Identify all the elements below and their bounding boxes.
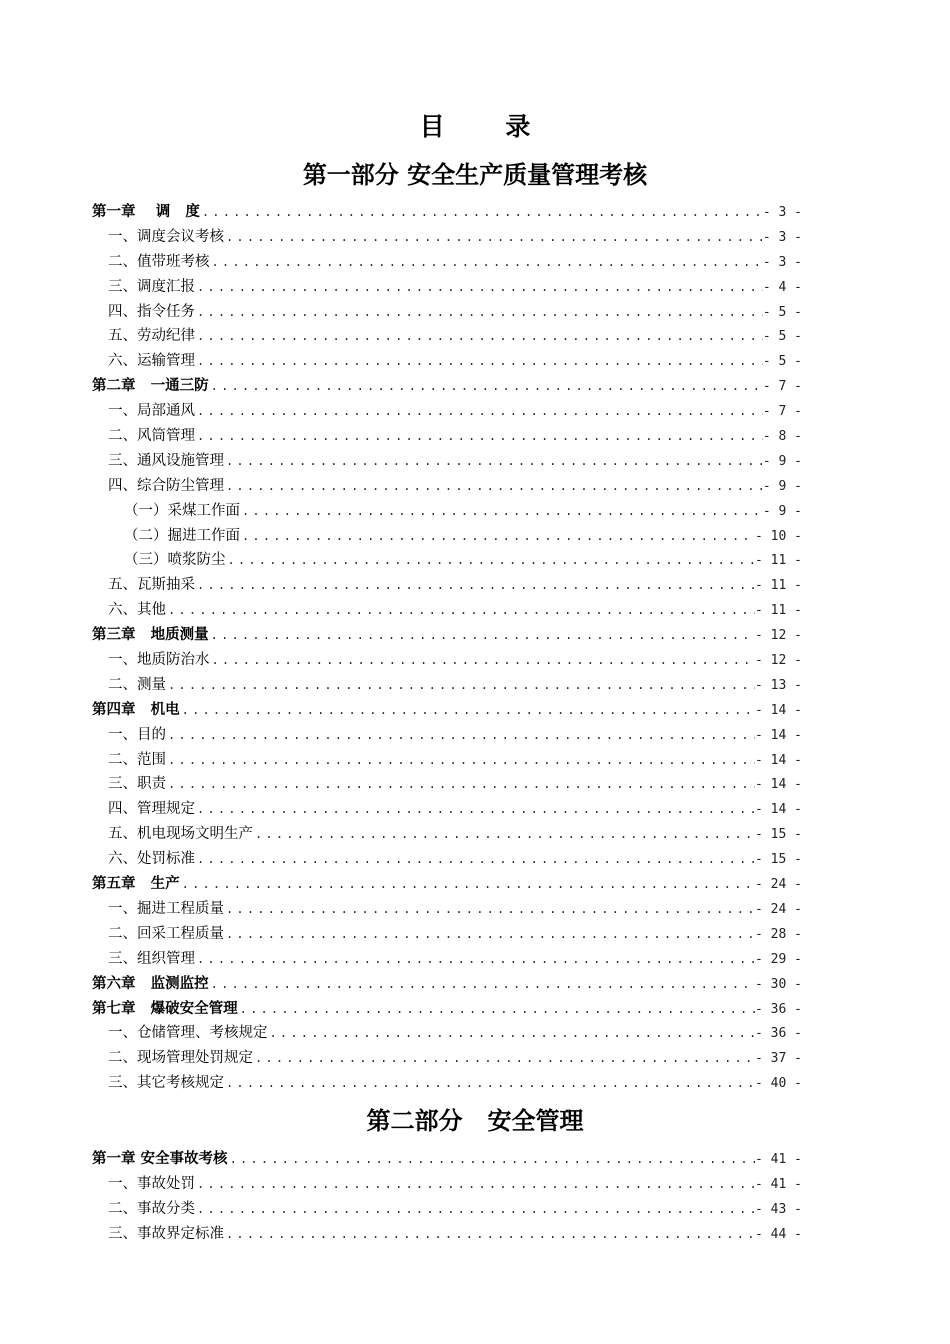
toc-section-entry[interactable] <box>92 822 802 847</box>
toc-section-entry[interactable] <box>92 449 802 474</box>
toc-entry-label: （一）采煤工作面 <box>124 502 240 519</box>
toc-entry-label: 五、瓦斯抽采 <box>108 577 195 594</box>
toc-entry-label: 一、仓储管理、考核规定 <box>108 1025 268 1042</box>
toc-dot-leader <box>238 997 755 1022</box>
toc-page-number: - 3 - <box>762 229 802 245</box>
toc-entry-label: 二、测量 <box>108 676 166 693</box>
toc-dot-leader <box>240 499 763 524</box>
toc-chapter-entry[interactable] <box>92 374 802 399</box>
toc-subsection-entry[interactable] <box>92 499 802 524</box>
toc-page-number: - 5 - <box>762 354 802 370</box>
toc-chapter-entry[interactable] <box>92 698 802 723</box>
toc-dot-leader <box>240 524 755 549</box>
toc-page-number: - 24 - <box>755 901 802 917</box>
toc-entry-label: 一、地质防治水 <box>108 652 210 669</box>
toc-subsection-entry[interactable] <box>92 524 802 549</box>
toc-page-number: - 15 - <box>755 852 802 868</box>
toc-entry-label: 五、机电现场文明生产 <box>108 826 253 843</box>
toc-dot-leader <box>210 250 763 275</box>
toc-section-entry[interactable] <box>92 847 802 872</box>
toc-page-number: - 11 - <box>755 553 802 569</box>
toc-dot-leader <box>200 200 763 225</box>
toc-section-entry[interactable] <box>92 300 802 325</box>
toc-entry-label: 三、其它考核规定 <box>108 1075 224 1092</box>
toc-section-entry[interactable] <box>92 922 802 947</box>
toc-entry-label: 四、管理规定 <box>108 801 195 818</box>
toc-dot-leader <box>226 548 756 573</box>
toc-entry-label: 三、事故界定标准 <box>108 1225 224 1242</box>
toc-dot-leader <box>195 324 763 349</box>
toc-page-number: - 14 - <box>755 752 802 768</box>
toc-page-number: - 41 - <box>755 1152 802 1167</box>
toc-section-entry[interactable] <box>92 648 802 673</box>
toc-dot-leader <box>253 822 755 847</box>
toc-page-number: - 24 - <box>755 877 802 893</box>
toc-dot-leader <box>224 922 755 947</box>
toc-page-number: - 4 - <box>762 279 802 295</box>
toc-section-entry[interactable] <box>92 573 802 598</box>
toc-entry-label: 第一章 调 度 <box>92 203 200 220</box>
toc-page-number: - 7 - <box>762 379 802 395</box>
toc-page-number: - 28 - <box>755 926 802 942</box>
toc-page-number: - 12 - <box>755 628 802 644</box>
toc-page-number: - 7 - <box>762 404 802 420</box>
toc-entry-label: 五、劳动纪律 <box>108 328 195 345</box>
toc-dot-leader <box>195 399 763 424</box>
toc-dot-leader <box>268 1021 756 1046</box>
toc-entry-label: 第一章 安全事故考核 <box>92 1150 228 1167</box>
toc-entry-label: 四、指令任务 <box>108 303 195 320</box>
toc-entry-label: 一、局部通风 <box>108 403 195 420</box>
toc-entry-label: 三、调度汇报 <box>108 278 195 295</box>
toc-dot-leader <box>195 424 763 449</box>
toc-page-number: - 5 - <box>762 329 802 345</box>
toc-dot-leader <box>224 449 763 474</box>
toc-chapter-entry[interactable] <box>92 997 802 1022</box>
toc-dot-leader <box>166 772 755 797</box>
toc-chapter-entry[interactable] <box>92 872 802 897</box>
toc-page-number: - 15 - <box>755 827 802 843</box>
toc-dot-leader <box>180 698 755 723</box>
toc-page-number: - 40 - <box>755 1076 802 1092</box>
toc-page-number: - 13 - <box>755 677 802 693</box>
toc-section-entry[interactable] <box>92 324 802 349</box>
toc-section-entry[interactable] <box>92 897 802 922</box>
toc-entry-label: （二）掘进工作面 <box>124 527 240 544</box>
toc-dot-leader <box>210 648 756 673</box>
toc-page-number: - 30 - <box>755 976 802 992</box>
toc-section-entry[interactable] <box>92 1222 802 1247</box>
toc-dot-leader <box>195 300 763 325</box>
toc-entry-label: （三）喷浆防尘 <box>124 552 226 569</box>
toc-dot-leader <box>166 598 755 623</box>
toc-dot-leader <box>195 1172 755 1197</box>
toc-entry-label: 一、事故处罚 <box>108 1175 195 1192</box>
toc-entry-label: 二、范围 <box>108 751 166 768</box>
toc-entry-label: 第五章 生产 <box>92 875 180 893</box>
toc-page-number: - 9 - <box>762 478 802 494</box>
toc-page-number: - 14 - <box>755 727 802 743</box>
toc-dot-leader <box>166 673 755 698</box>
toc-subsection-entry[interactable] <box>92 548 802 573</box>
toc-section-entry[interactable] <box>92 1046 802 1071</box>
toc-entry-label: 二、现场管理处罚规定 <box>108 1050 253 1067</box>
toc-page-number: - 9 - <box>762 503 802 519</box>
toc-entry-label: 二、值带班考核 <box>108 253 210 270</box>
toc-dot-leader <box>224 897 755 922</box>
toc-part-1-list <box>92 200 802 1096</box>
toc-part-2-list <box>92 1147 802 1247</box>
toc-dot-leader <box>209 374 763 399</box>
toc-chapter-entry[interactable] <box>92 972 802 997</box>
toc-page-number: - 11 - <box>755 578 802 594</box>
toc-chapter-entry[interactable] <box>92 200 802 225</box>
toc-entry-label: 第七章 爆破安全管理 <box>92 999 238 1017</box>
toc-dot-leader <box>209 972 755 997</box>
toc-dot-leader <box>166 748 755 773</box>
toc-dot-leader <box>228 1147 755 1172</box>
toc-section-entry[interactable] <box>92 947 802 972</box>
toc-section-entry[interactable] <box>92 1021 802 1046</box>
toc-entry-label: 二、回采工程质量 <box>108 925 224 942</box>
toc-entry-label: 二、风筒管理 <box>108 428 195 445</box>
toc-page-number: - 3 - <box>762 254 802 270</box>
toc-section-entry[interactable] <box>92 1172 802 1197</box>
toc-section-entry[interactable] <box>92 772 802 797</box>
toc-page-number: - 10 - <box>755 528 802 544</box>
toc-page-number: - 12 - <box>755 653 802 669</box>
toc-section-entry[interactable] <box>92 275 802 300</box>
part-1-title: 第一部分 安全生产质量管理考核 <box>302 160 648 189</box>
toc-entry-label: 六、其他 <box>108 602 166 619</box>
toc-dot-leader <box>195 947 755 972</box>
toc-entry-label: 第三章 地质测量 <box>92 626 209 644</box>
toc-section-entry[interactable] <box>92 797 802 822</box>
toc-entry-label: 三、职责 <box>108 776 166 793</box>
toc-section-entry[interactable] <box>92 399 802 424</box>
toc-section-entry[interactable] <box>92 225 802 250</box>
toc-dot-leader <box>195 275 763 300</box>
toc-page-number: - 11 - <box>755 603 802 619</box>
toc-page-number: - 8 - <box>762 429 802 445</box>
toc-page-number: - 14 - <box>755 702 802 718</box>
toc-page-number: - 41 - <box>755 1176 802 1192</box>
toc-section-entry[interactable] <box>92 474 802 499</box>
toc-page-number: - 29 - <box>755 951 802 967</box>
toc-dot-leader <box>195 1197 755 1222</box>
toc-page-number: - 44 - <box>755 1226 802 1242</box>
toc-page-number: - 5 - <box>762 304 802 320</box>
toc-page-number: - 9 - <box>762 453 802 469</box>
toc-page-number: - 14 - <box>755 802 802 818</box>
toc-dot-leader <box>224 1222 755 1247</box>
toc-entry-label: 六、处罚标准 <box>108 851 195 868</box>
toc-dot-leader <box>195 573 755 598</box>
toc-dot-leader <box>253 1046 755 1071</box>
toc-section-entry[interactable] <box>92 748 802 773</box>
toc-title: 目 录 <box>419 112 557 141</box>
toc-dot-leader <box>224 474 763 499</box>
toc-entry-label: 三、通风设施管理 <box>108 452 224 469</box>
toc-dot-leader <box>209 623 755 648</box>
toc-page-number: - 3 - <box>762 205 802 220</box>
toc-dot-leader <box>224 1071 755 1096</box>
toc-section-entry[interactable] <box>92 250 802 275</box>
toc-entry-label: 第六章 监测监控 <box>92 974 209 992</box>
toc-section-entry[interactable] <box>92 424 802 449</box>
toc-entry-label: 三、组织管理 <box>108 950 195 967</box>
part-2-title: 第二部分 安全管理 <box>366 1106 584 1135</box>
toc-dot-leader <box>195 349 763 374</box>
toc-entry-label: 第二章 一通三防 <box>92 377 209 395</box>
toc-entry-label: 六、运输管理 <box>108 353 195 370</box>
toc-page-number: - 36 - <box>755 1001 802 1017</box>
toc-entry-label: 一、目的 <box>108 726 166 743</box>
toc-dot-leader <box>224 225 763 250</box>
toc-section-entry[interactable] <box>92 598 802 623</box>
toc-entry-label: 一、掘进工程质量 <box>108 900 224 917</box>
toc-section-entry[interactable] <box>92 673 802 698</box>
toc-section-entry[interactable] <box>92 1071 802 1096</box>
toc-chapter-entry[interactable] <box>92 623 802 648</box>
toc-entry-label: 四、综合防尘管理 <box>108 477 224 494</box>
toc-section-entry[interactable] <box>92 349 802 374</box>
toc-page-number: - 36 - <box>755 1026 802 1042</box>
toc-chapter-entry[interactable] <box>92 1147 802 1172</box>
toc-section-entry[interactable] <box>92 723 802 748</box>
toc-dot-leader <box>180 872 755 897</box>
toc-entry-label: 第四章 机电 <box>92 700 180 718</box>
toc-page-number: - 14 - <box>755 777 802 793</box>
toc-page-number: - 37 - <box>755 1051 802 1067</box>
toc-section-entry[interactable] <box>92 1197 802 1222</box>
toc-dot-leader <box>166 723 755 748</box>
toc-entry-label: 二、事故分类 <box>108 1200 195 1217</box>
toc-page-number: - 43 - <box>755 1201 802 1217</box>
toc-entry-label: 一、调度会议考核 <box>108 228 224 245</box>
toc-dot-leader <box>195 847 755 872</box>
toc-dot-leader <box>195 797 755 822</box>
